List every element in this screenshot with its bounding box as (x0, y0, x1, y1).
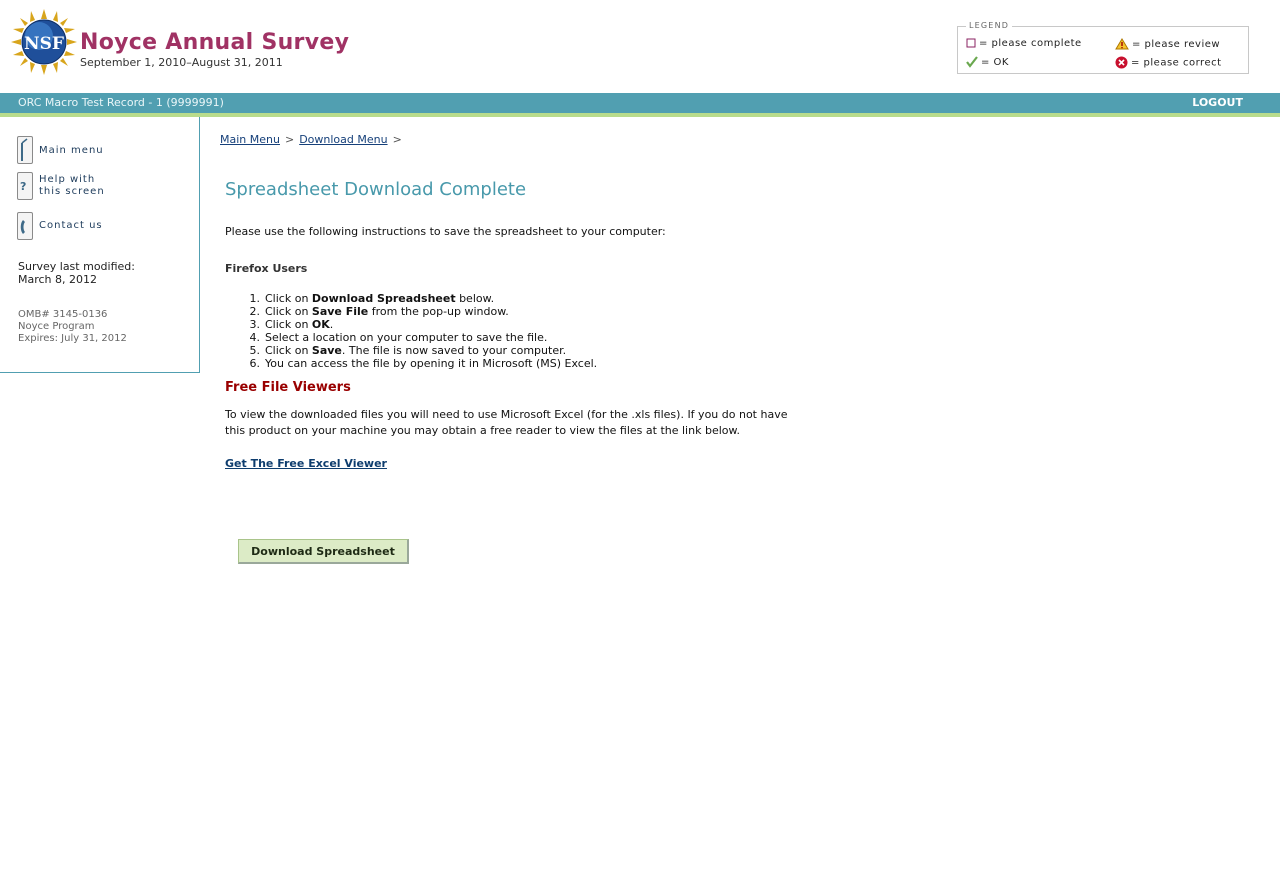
survey-modified-label: Survey last modified: (18, 260, 135, 273)
empty-checkbox-icon (966, 38, 976, 48)
sidebar-item-main-menu[interactable] (17, 136, 127, 164)
excel-viewer-link[interactable]: Get The Free Excel Viewer (225, 457, 387, 470)
checkmark-icon (966, 56, 978, 68)
breadcrumb-separator: > (392, 133, 402, 146)
breadcrumb-download-menu[interactable]: Download Menu (299, 133, 388, 146)
warning-icon (1115, 38, 1129, 50)
omb-number: OMB# 3145-0136 (18, 309, 108, 320)
instruction-step: 5. Click on Save. The file is now saved to your computer. (249, 344, 567, 357)
instruction-step: 6. You can access the file by opening it in Microsoft (MS) Excel. (249, 357, 598, 370)
instruction-step: 2. Click on Save File from the pop-up window. (249, 305, 509, 318)
legend-item-complete (966, 38, 1082, 49)
legend-item-review (1115, 38, 1220, 50)
sidebar-item-label: Contact us (39, 220, 103, 231)
legend-title: LEGEND (966, 21, 1012, 30)
free-viewers-text: To view the downloaded files you will need to use Microsoft Excel (for the .xls files). If you do not have this product on your machine you may obtain a free reader to view the files at the link below. (225, 408, 788, 437)
sidebar-item-label: Main menu (39, 145, 104, 156)
instruction-steps (225, 292, 597, 370)
download-spreadsheet-button[interactable]: Download Spreadsheet (238, 539, 409, 564)
breadcrumb-main-menu[interactable]: Main Menu (220, 133, 280, 146)
page-title: Spreadsheet Download Complete (225, 179, 527, 200)
app-title: Noyce Annual Survey (80, 30, 350, 55)
sidebar-item-help[interactable] (17, 172, 127, 200)
breadcrumb (220, 133, 407, 146)
header (0, 0, 1280, 93)
legend-label: = please complete (979, 38, 1082, 49)
survey-modified-date: March 8, 2012 (18, 273, 98, 286)
error-icon (1115, 56, 1128, 69)
legend-item-correct (1115, 56, 1222, 69)
instruction-step: 1. Click on Download Spreadsheet below. (249, 292, 495, 305)
phone-icon (17, 212, 33, 240)
sidebar-item-label-line1: Help with (39, 174, 96, 185)
sidebar (0, 117, 200, 373)
nsf-logo-text: NSF (24, 34, 64, 54)
legend-label: = OK (981, 57, 1009, 68)
sidebar-item-contact[interactable] (17, 212, 127, 240)
expiration-date: Expires: July 31, 2012 (18, 333, 127, 344)
legend (957, 21, 1249, 74)
instructions-intro: Please use the following instructions to save the spreadsheet to your computer: (225, 225, 666, 238)
sidebar-item-label-line2: this screen (39, 186, 105, 197)
logout-link[interactable]: LOGOUT (1192, 96, 1243, 109)
main-content (200, 117, 1280, 873)
status-bar (0, 93, 1280, 113)
firefox-heading: Firefox Users (225, 262, 308, 275)
instruction-step: 4. Select a location on your computer to save the file. (249, 331, 548, 344)
legend-item-ok (966, 56, 1009, 68)
program-name: Noyce Program (18, 321, 95, 332)
breadcrumb-separator: > (284, 133, 295, 146)
nsf-logo (11, 9, 77, 75)
free-viewers-heading: Free File Viewers (225, 380, 351, 395)
legend-label: = please correct (1131, 57, 1222, 69)
survey-dates: September 1, 2010–August 31, 2011 (80, 56, 283, 69)
legend-label: = please review (1132, 39, 1221, 50)
record-label: ORC Macro Test Record - 1 (9999991) (18, 96, 224, 109)
instruction-step: 3. Click on OK. (249, 318, 334, 331)
help-icon: ? (17, 172, 33, 200)
main-menu-icon (17, 136, 33, 164)
